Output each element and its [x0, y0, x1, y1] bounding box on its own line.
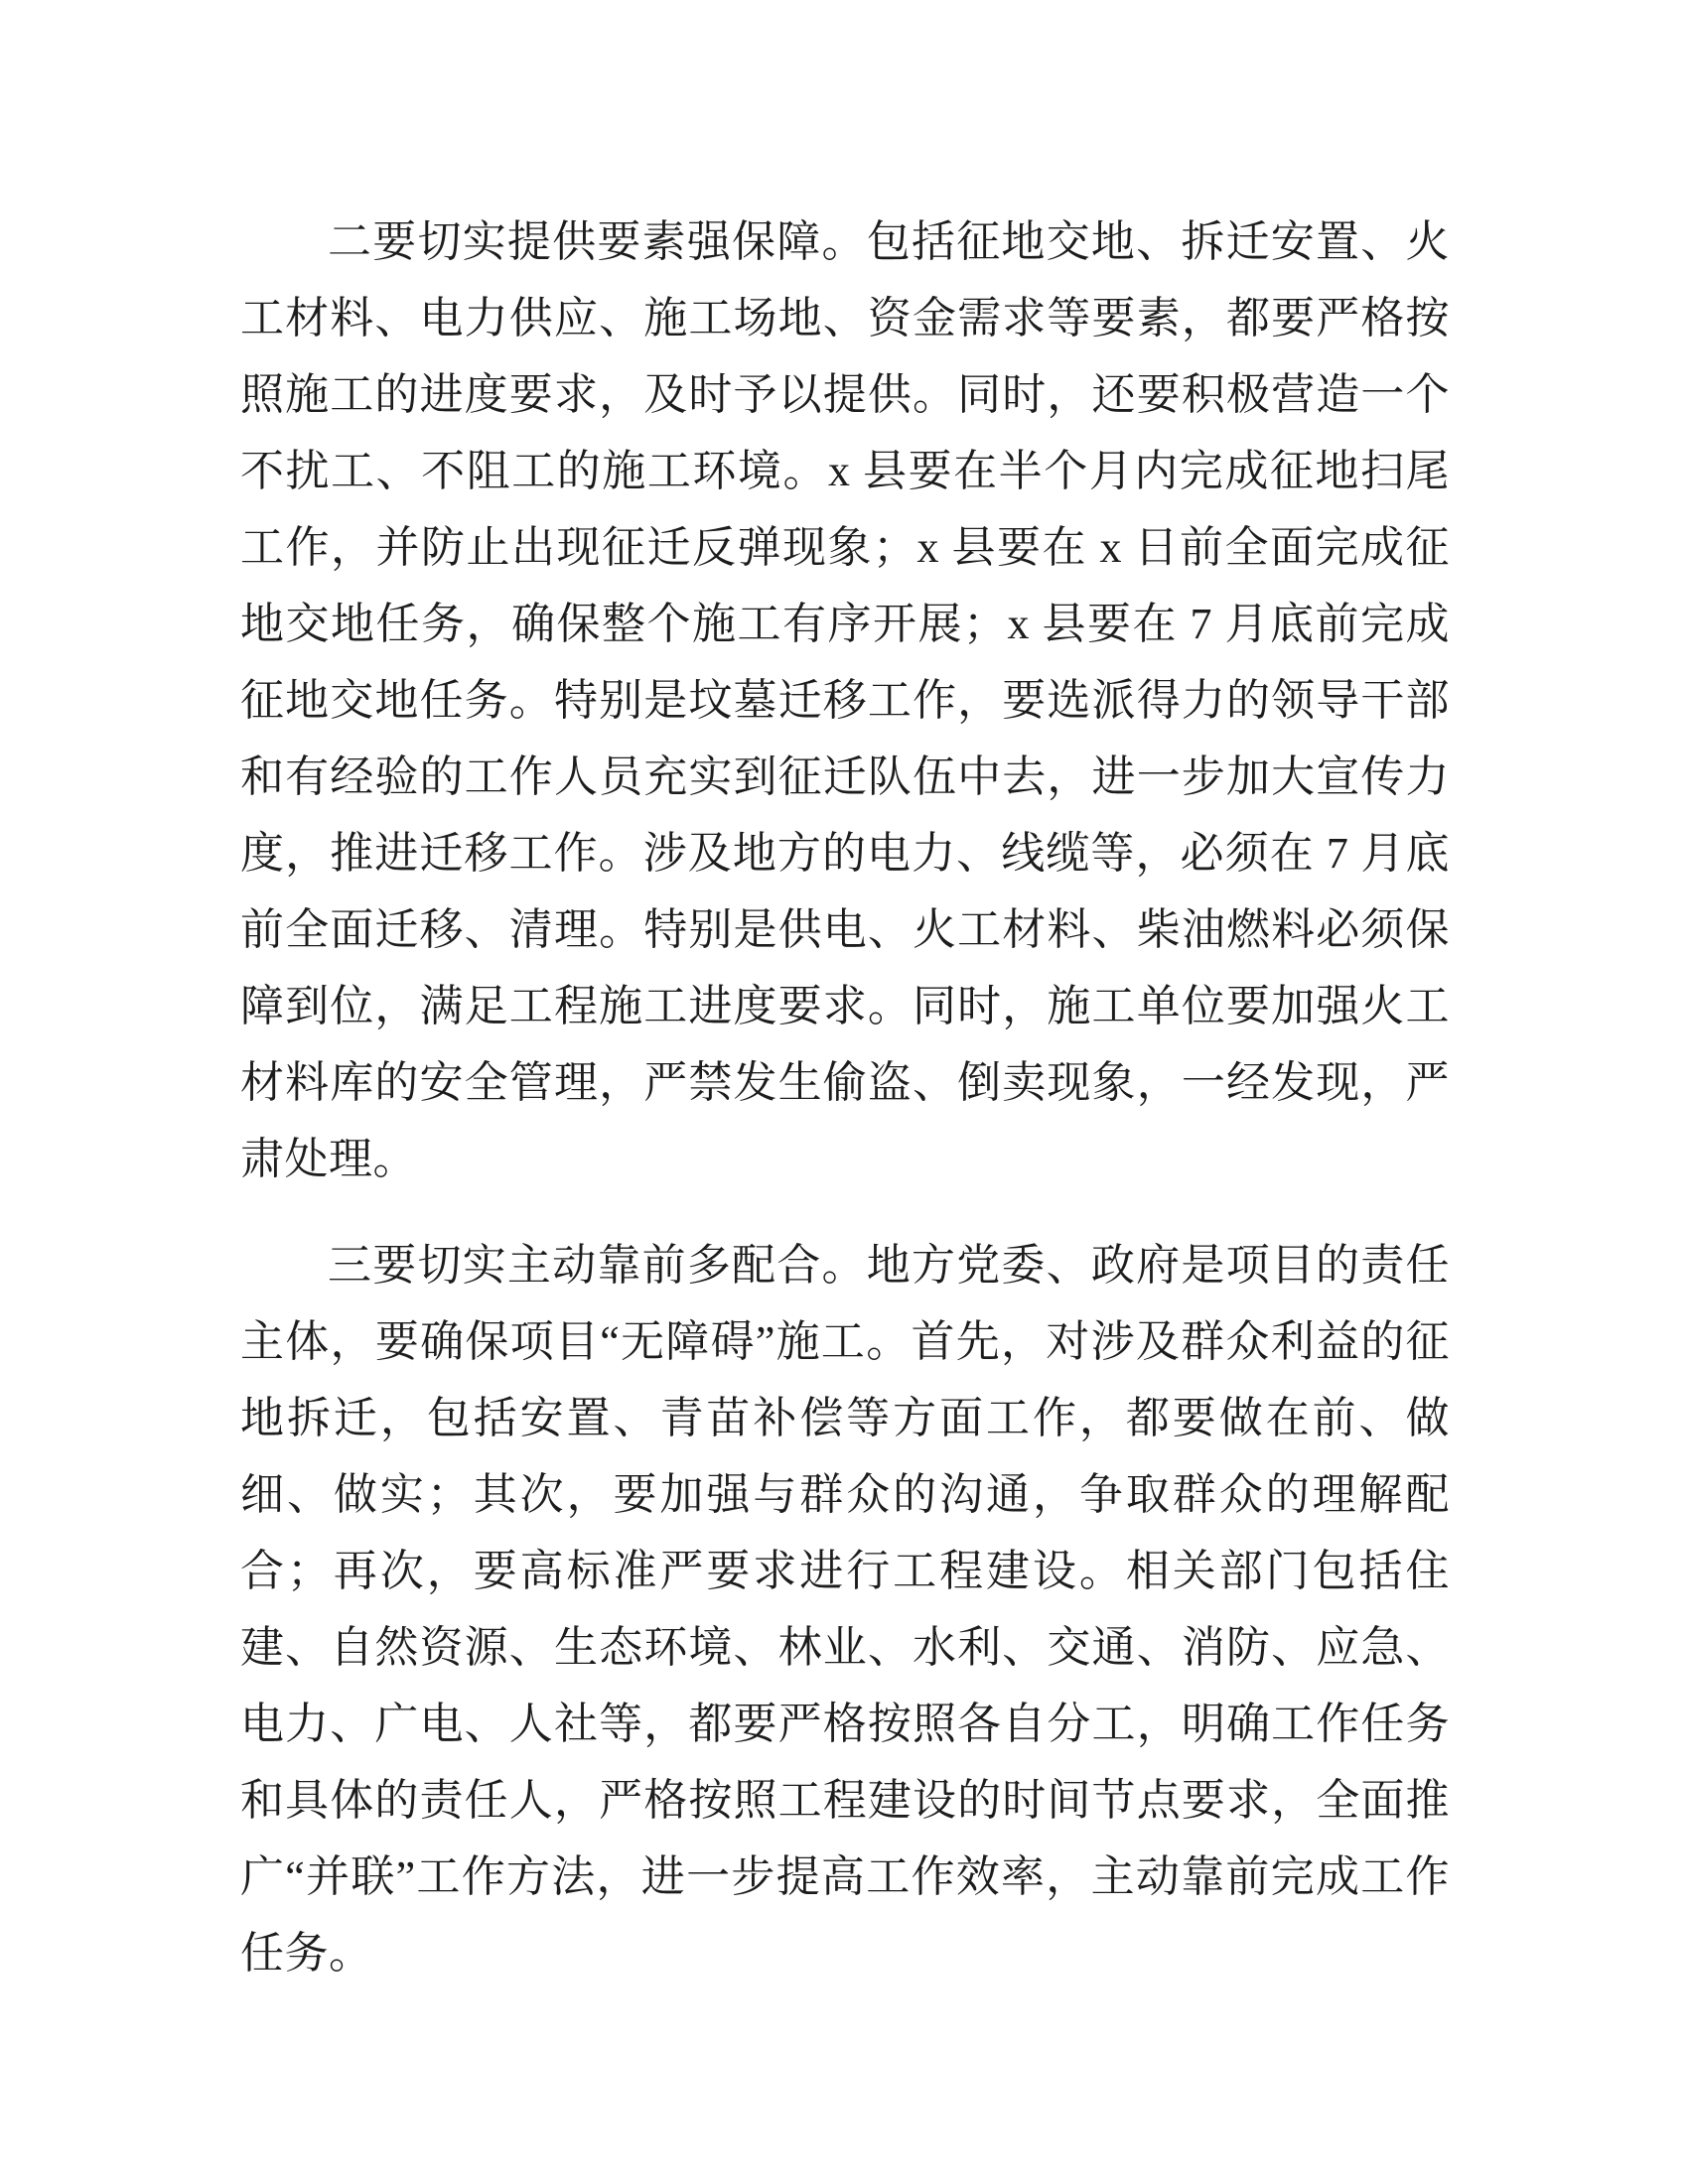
- paragraph-2: 三要切实主动靠前多配合。地方党委、政府是项目的责任主体，要确保项目“无障碍”施工。首先，对涉及群众利益的征地拆迁，包括安置、青苗补偿等方面工作，都要做在前、做细、做实；其次，要加强与群众的沟通，争取群众的理解配合；再次，要高标准严要求进行工程建设。相关部门包括住建、自然资源、生态环境、林业、水利、交通、消防、应急、电力、广电、人社等，都要严格按照各自分工，明确工作任务和具体的责任人，严格按照工程建设的时间节点要求，全面推广“并联”工作方法，进一步提高工作效率，主动靠前完成工作任务。: [240, 1241, 1450, 1978]
- paragraph-1: 二要切实提供要素强保障。包括征地交地、拆迁安置、火工材料、电力供应、施工场地、资金需求等要素，都要严格按照施工的进度要求，及时予以提供。同时，还要积极营造一个不扰工、不阻工的施工环境。x 县要在半个月内完成征地扫尾工作，并防止出现征迁反弹现象；x 县要在 x 日前全面完成征地交地任务，确保整个施工有序开展；x 县要在 7 月底前完成征地交地任务。特别是坟墓迁移工作，要选派得力的领导干部和有经验的工作人员充实到征迁队伍中去，进一步加大宣传力度，推进迁移工作。涉及地方的电力、线缆等，必须在 7 月底前全面迁移、清理。特别是供电、火工材料、柴油燃料必须保障到位，满足工程施工进度要求。同时，施工单位要加强火工材料库的安全管理，严禁发生偷盗、倒卖现象，一经发现，严肃处理。: [240, 217, 1450, 1183]
